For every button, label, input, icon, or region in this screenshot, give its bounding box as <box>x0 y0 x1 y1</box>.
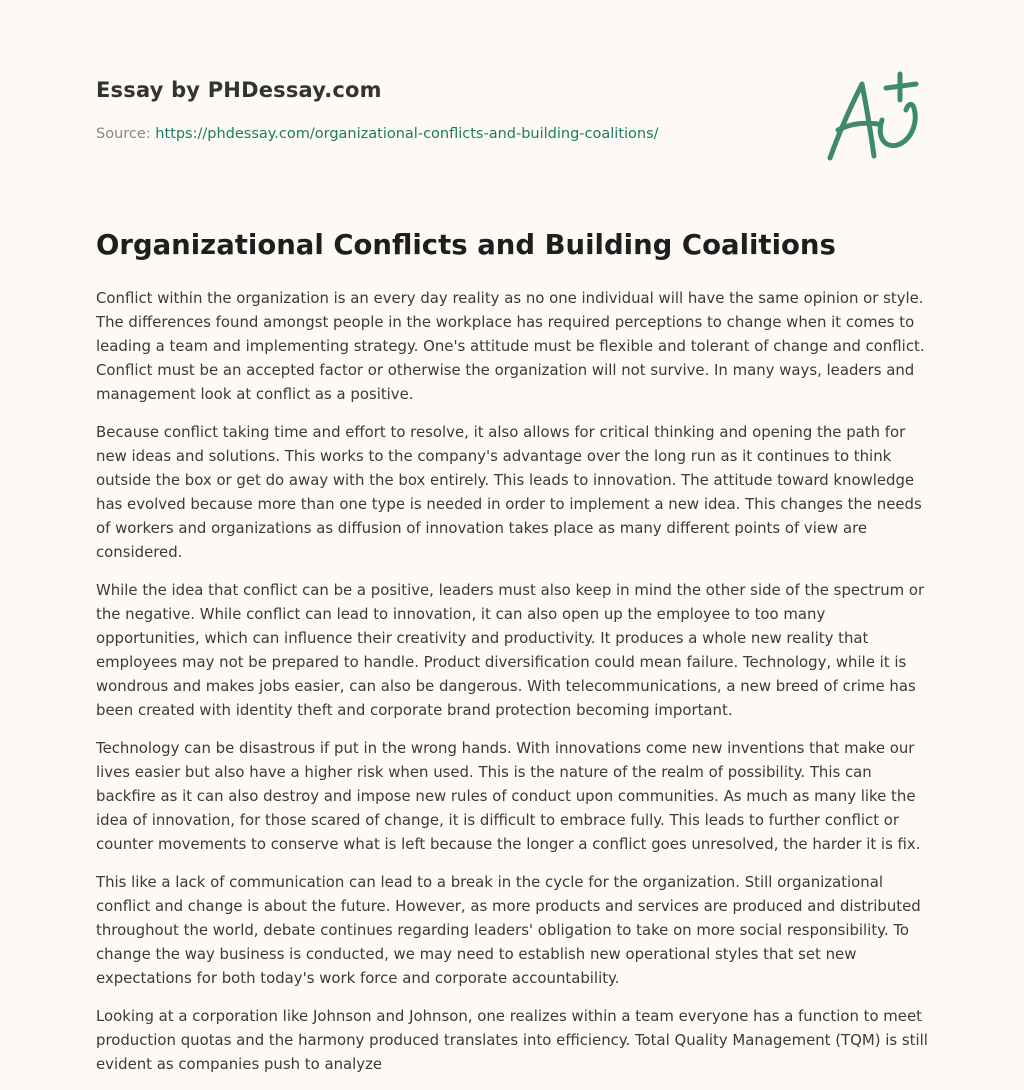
essay-paragraph: While the idea that conflict can be a positive, leaders must also keep in mind the other side of the spectrum or the negative. While conflict can lead to innovation, it can also open up the employee to too many opportunities, which can influence their creativity and productivity. It produces a whole new reality that employees may not be prepared to handle. Product diversification could mean failure. Technology, while it is wondrous and makes jobs easier, can also be dangerous. With telecommunications, a new breed of crime has been created with identity theft and corporate brand protection becoming important. <box>96 581 925 719</box>
a-plus-logo-icon <box>820 64 932 164</box>
essay-title: Organizational Conflicts and Building Coalitions <box>96 229 836 261</box>
essay-paragraph: Technology can be disastrous if put in the wrong hands. With innovations come new inventions that make our lives easier but also have a higher risk when used. This is the nature of the realm of possibility. This can backfire as it can also destroy and impose new rules of conduct upon communities. As much as many like the idea of innovation, for those scared of change, it is difficult to embrace fully. This leads to further conflict or counter movements to conserve what is left because the longer a conflict goes unresolved, the harder it is fix. <box>96 739 921 853</box>
essay-body <box>96 286 930 1090</box>
document-header <box>96 76 936 144</box>
brand-title: Essay by PHDessay.com <box>96 78 382 102</box>
source-link[interactable]: https://phdessay.com/organizational-conflicts-and-building-coalitions/ <box>155 126 659 142</box>
essay-paragraph: Because conflict taking time and effort to resolve, it also allows for critical thinking and opening the path for new ideas and solutions. This works to the company's advantage over the long run as it continues to think outside the box or get do away with the box entirely. This leads to innovation. The attitude toward knowledge has evolved because more than one type is needed in order to implement a new idea. This changes the needs of workers and organizations as diffusion of innovation takes place as many different points of view are considered. <box>96 423 922 561</box>
essay-paragraph: Conflict within the organization is an every day reality as no one individual will have the same opinion or style. The differences found amongst people in the workplace has required perceptions to change when it comes to leading a team and implementing strategy. One's attitude must be flexible and tolerant of change and conflict. Conflict must be an accepted factor or otherwise the organization will not survive. In many ways, leaders and management look at conflict as a positive. <box>96 289 925 403</box>
essay-paragraph: Looking at a corporation like Johnson and Johnson, one realizes within a team everyone has a function to meet production quotas and the harmony produced translates into efficiency. Total Quality Management (TQM) is still evident as companies push to analyze <box>96 1007 928 1073</box>
essay-paragraph: This like a lack of communication can lead to a break in the cycle for the organization. Still organizational conflict and change is about the future. However, as more products and services are produced and distributed throughout the world, debate continues regarding leaders' obligation to take on more social responsibility. To change the way business is conducted, we may need to establish new operational styles that set new expectations for both today's work force and corporate accountability. <box>96 873 921 987</box>
source-line <box>96 124 936 144</box>
source-label: Source: <box>96 126 151 142</box>
